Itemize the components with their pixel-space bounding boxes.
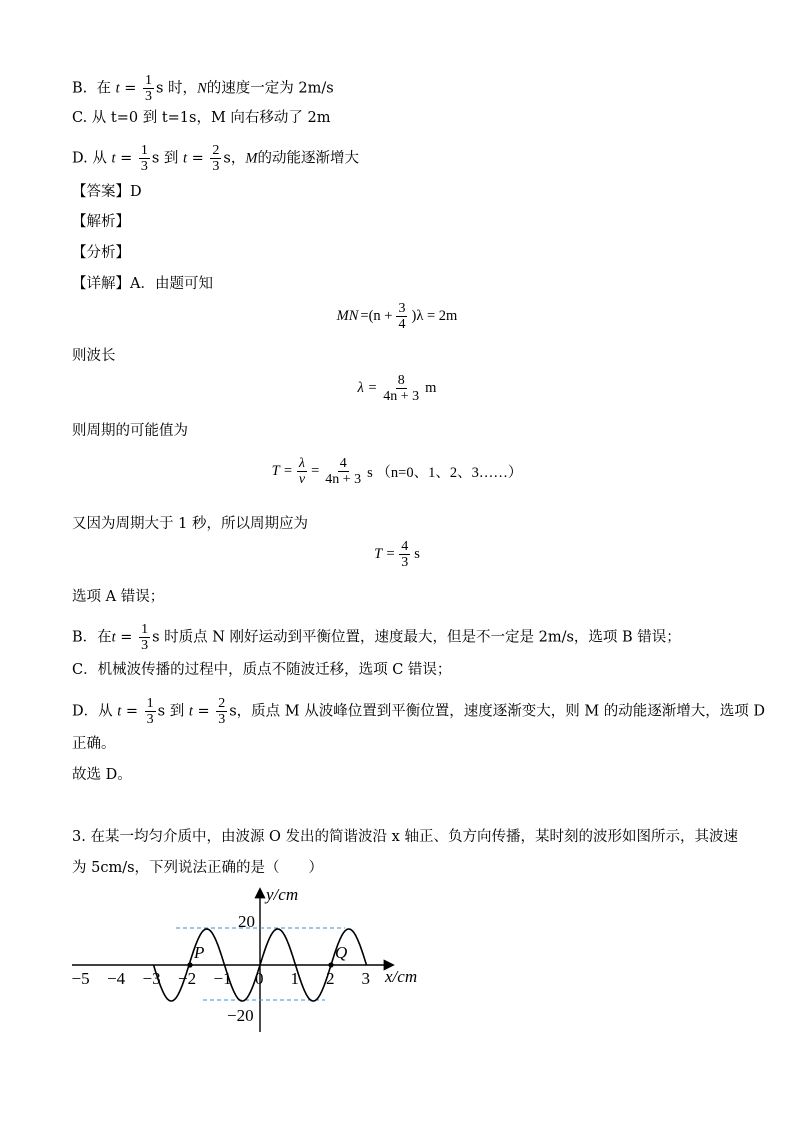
x-tick-label: 1 xyxy=(290,969,299,988)
x-tick-label: −1 xyxy=(213,969,232,988)
x-tick-label: 2 xyxy=(326,969,335,988)
period-condition: 又因为周期大于 1 秒，所以周期应为 xyxy=(72,516,308,532)
x-tick-label: −2 xyxy=(178,969,197,988)
answer-line: 【答案】D xyxy=(72,184,142,200)
option-c: C. 从 t=0 到 t=1s，M 向右移动了 2m xyxy=(72,110,331,126)
equation-period: T = $\frac{\lambda}{v}$ = $\frac{4}{4n + 3}$ s （n=0、1、2、3……） xyxy=(271,456,523,487)
analysis-heading: 【解析】 xyxy=(72,214,130,230)
x-tick-label: −5 xyxy=(71,969,90,988)
option-d: D. 从 t = $\frac{1}{3}$ s 到 t = $\frac{2}{3}$ s，M的动能逐渐增大 xyxy=(72,143,359,174)
c-explanation: C．机械波传播的过程中，质点不随波迁移，选项 C 错误； xyxy=(72,662,452,678)
label-p: P xyxy=(194,943,205,962)
equation-t: T = $\frac{4}{3}$ s xyxy=(374,539,420,570)
x-tick-label: 0 xyxy=(255,969,264,988)
d-explanation: D．从 t = $\frac{1}{3}$ s 到 t = $\frac{2}{3}$ s，质点 M 从波峰位置到平衡位置，速度逐渐变大，则 M 的动能逐渐增大，选项 D xyxy=(72,696,766,727)
y-bottom-label: −20 xyxy=(227,1006,254,1025)
x-tick-label: −3 xyxy=(142,969,161,988)
option-b: B. 在 t = $\frac{1}{3}$ s 时，N的速度一定为 2m/s xyxy=(72,73,334,104)
a-wrong: 选项 A 错误； xyxy=(72,589,165,605)
equation-mn: MN =(n + $\frac{3}{4}$ )λ = 2m xyxy=(336,301,458,332)
equation-lambda: λ = $\frac{8}{4n + 3}$ m xyxy=(357,373,437,404)
choose-line: 故选 D。 xyxy=(72,767,132,783)
x-tick-label: 3 xyxy=(361,969,370,988)
b-explanation: B．在t = $\frac{1}{3}$ s 时质点 N 刚好运动到平衡位置，速度最大，但是不一定是 2m/s，选项 B 错误； xyxy=(72,622,681,653)
question-3-line1: 3. 在某一均匀介质中，由波源 O 发出的简谐波沿 x 轴正、负方向传播，某时刻的波形如图所示，其波速 xyxy=(72,829,738,845)
x-tick-label: −4 xyxy=(107,969,126,988)
point-q xyxy=(328,962,333,967)
x-axis-label: x/cm xyxy=(385,967,418,986)
y-axis-label: y/cm xyxy=(266,885,299,904)
label-q: Q xyxy=(335,943,348,962)
point-p xyxy=(187,962,192,967)
detail-heading: 【详解】A．由题可知 xyxy=(72,276,213,292)
fraction: $\frac{1}{3}$ xyxy=(145,73,152,104)
period-label: 则周期的可能值为 xyxy=(72,423,188,439)
wave-figure xyxy=(0,880,794,1040)
question-3-line2: 为 5cm/s，下列说法正确的是（ ） xyxy=(72,860,324,876)
fenxi-heading: 【分析】 xyxy=(72,245,130,261)
wavelength-label: 则波长 xyxy=(72,348,116,364)
d-explanation-cont: 正确。 xyxy=(72,736,116,752)
y-top-label: 20 xyxy=(238,912,255,931)
